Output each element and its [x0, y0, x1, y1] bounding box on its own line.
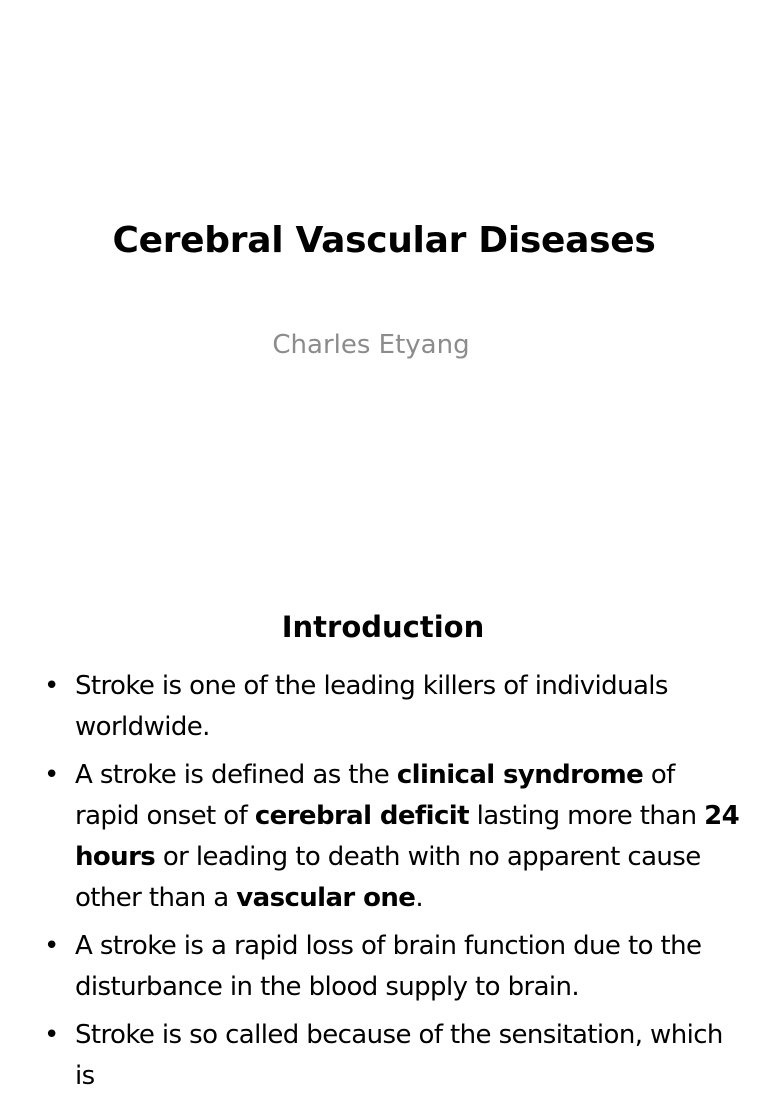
bullet-text: of rapid onset of: [75, 760, 675, 831]
bullet-dot-icon: •: [44, 931, 59, 961]
bullet-text: Stroke is one of the leading killers of individuals worldwide.: [75, 671, 668, 742]
bullet-text-bold: clinical syndrome: [396, 760, 644, 790]
bullet-text: .: [415, 883, 423, 913]
bullet-text: Stroke is so called because of the sensitation, which is: [75, 1020, 723, 1091]
bullet-text: or leading to death with no apparent cause other than a: [75, 842, 701, 913]
bullet-list: [0, 666, 768, 1104]
bullet-item: [0, 666, 768, 748]
slide-heading: Introduction: [281, 610, 485, 644]
bullet-item: [0, 926, 768, 1008]
bullet-dot-icon: •: [44, 671, 59, 701]
slide-title: Cerebral Vascular Diseases: [112, 220, 656, 261]
bullet-text-bold: 24 hours: [75, 801, 740, 872]
bullet-text-bold: cerebral deficit: [254, 801, 469, 831]
bullet-dot-icon: •: [44, 1020, 59, 1050]
bullet-text: A stroke is a rapid loss of brain function due to the disturbance in the blood supply to brain.: [75, 931, 702, 1002]
slide-subtitle-author: Charles Etyang: [272, 330, 470, 360]
bullet-text: lasting more than: [468, 801, 705, 831]
bullet-dot-icon: •: [44, 760, 59, 790]
bullet-item: [0, 755, 768, 919]
bullet-item: [0, 1015, 768, 1097]
introduction-slide: [0, 576, 768, 1091]
bullet-text-bold: vascular one: [236, 883, 416, 913]
bullet-text: A stroke is defined as the: [75, 760, 397, 790]
